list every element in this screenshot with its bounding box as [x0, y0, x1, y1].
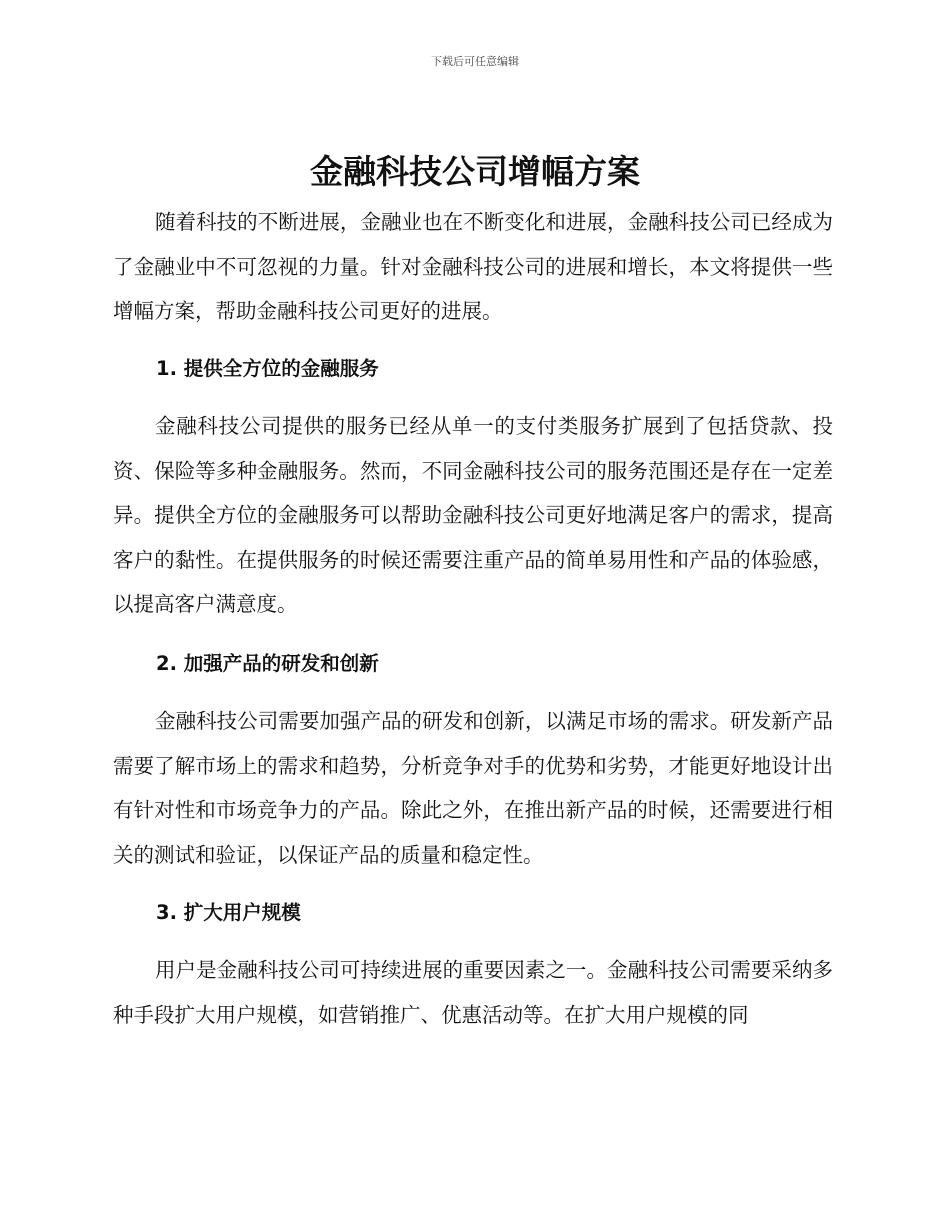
section-heading-3: 3. 扩大用户规模 — [156, 901, 301, 924]
section-heading-2: 2. 加强产品的研发和创新 — [156, 652, 379, 675]
intro-paragraph: 随着科技的不断进展，金融业也在不断变化和进展，金融科技公司已经成为了金融业中不可忽视的力量。针对金融科技公司的进展和增长，本文将提供一些增幅方案，帮助金融科技公司更好的进展。 — [113, 210, 833, 323]
section-paragraph-3: 用户是金融科技公司可持续进展的重要因素之一。金融科技公司需要采纳多种手段扩大用户规模，如营销推广、优惠活动等。在扩大用户规模的同 — [113, 958, 833, 1027]
document-title: 金融科技公司增幅方案 — [310, 152, 640, 191]
section-heading-1: 1. 提供全方位的金融服务 — [156, 357, 379, 380]
section-paragraph-2: 金融科技公司需要加强产品的研发和创新，以满足市场的需求。研发新产品需要了解市场上的需求和趋势，分析竞争对手的优势和劣势，才能更好地设计出有针对性和市场竞争力的产品。除此之外，在推出新产品的时候，还需要进行相关的测试和验证，以保证产品的质量和稳定性。 — [113, 709, 833, 867]
section-paragraph-1: 金融科技公司提供的服务已经从单一的支付类服务扩展到了包括贷款、投资、保险等多种金融服务。然而，不同金融科技公司的服务范围还是存在一定差异。提供全方位的金融服务可以帮助金融科技公司更好地满足客户的需求，提高客户的黏性。在提供服务的时候还需要注重产品的简单易用性和产品的体验感，以提高客户满意度。 — [113, 414, 833, 616]
header-note: 下载后可任意编辑 — [431, 55, 519, 68]
